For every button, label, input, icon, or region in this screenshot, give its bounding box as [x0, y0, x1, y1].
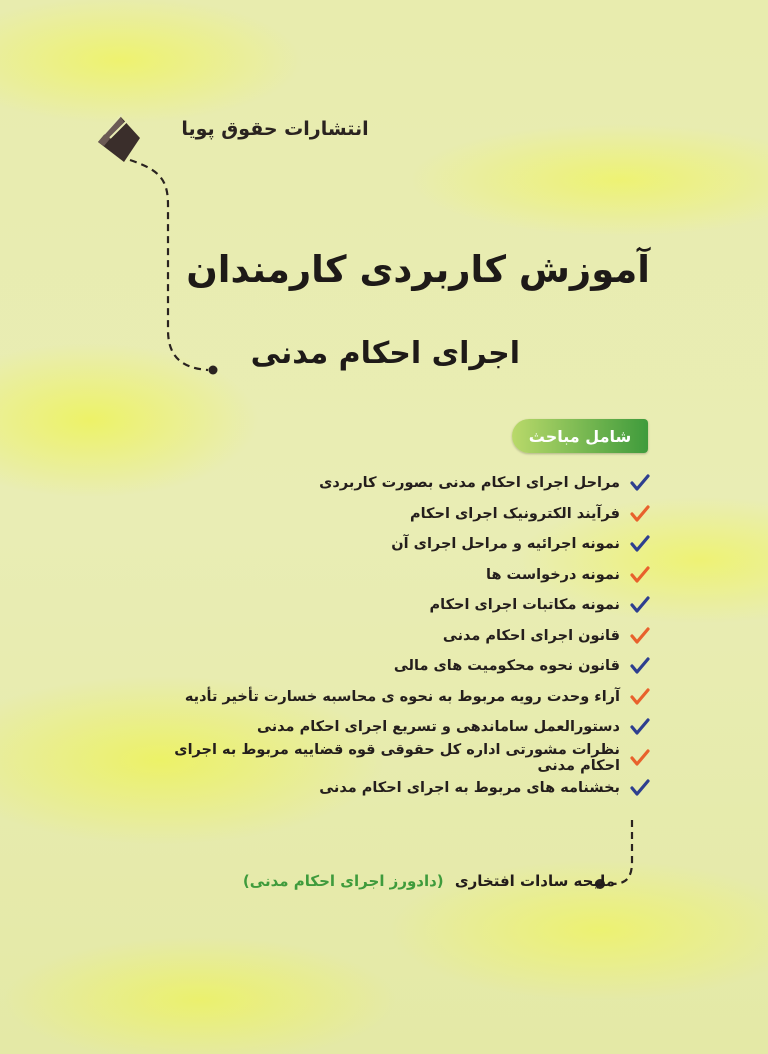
checkmark-icon: [630, 778, 650, 798]
topic-text: قانون نحوه محکومیت های مالی: [393, 658, 620, 675]
checkmark-icon: [630, 748, 650, 768]
topic-text: مراحل اجرای احکام مدنی بصورت کاربردی: [319, 475, 620, 492]
publisher-name: انتشارات حقوق پویا: [181, 118, 369, 140]
topic-item: [150, 712, 650, 743]
checkmark-icon: [630, 565, 650, 585]
topic-text: آراء وحدت رویه مربوط به نحوه ی محاسبه خسارت تأخیر تأدیه: [184, 688, 620, 705]
topic-item: [150, 590, 650, 621]
topic-text: فرآیند الکترونیک اجرای احکام: [409, 505, 620, 522]
topic-item: [150, 621, 650, 652]
topic-item: [150, 743, 650, 774]
topic-item: [150, 773, 650, 804]
topics-list: [150, 468, 650, 804]
checkmark-icon: [630, 656, 650, 676]
topic-item: [150, 651, 650, 682]
checkmark-icon: [630, 595, 650, 615]
author-name: ملیحه سادات افتخاری: [454, 872, 615, 890]
book-title: آموزش کاربردی کارمندان: [186, 248, 650, 291]
topic-text: دستورالعمل ساماندهی و تسریع اجرای احکام مدنی: [257, 719, 620, 736]
topic-text: نمونه اجرائیه و مراحل اجرای آن: [391, 536, 620, 553]
topic-text: نمونه مکاتبات اجرای احکام: [429, 597, 620, 614]
topic-item: [150, 529, 650, 560]
topics-heading-badge: [512, 419, 648, 453]
topic-text: نظرات مشورتی اداره کل حقوقی قوه قضاییه مربوط به اجرای احکام مدنی: [174, 741, 620, 774]
checkmark-icon: [630, 717, 650, 737]
publisher-logo-icon: [94, 112, 144, 166]
checkmark-icon: [630, 473, 650, 493]
checkmark-icon: [630, 534, 650, 554]
checkmark-icon: [630, 504, 650, 524]
topic-item: [150, 468, 650, 499]
topic-item: [150, 560, 650, 591]
author-line: [215, 872, 615, 890]
book-subtitle: اجرای احکام مدنی: [250, 336, 520, 371]
topic-text: قانون اجرای احکام مدنی: [442, 627, 620, 644]
topics-heading: شامل مباحث: [528, 426, 632, 446]
author-role: (دادورز اجرای احکام مدنی): [242, 872, 444, 890]
topic-text: نمونه درخواست ها: [486, 566, 620, 583]
topic-text: بخشنامه های مربوط به اجرای احکام مدنی: [319, 780, 620, 797]
checkmark-icon: [630, 626, 650, 646]
checkmark-icon: [630, 687, 650, 707]
topic-item: [150, 682, 650, 713]
topic-item: [150, 499, 650, 530]
